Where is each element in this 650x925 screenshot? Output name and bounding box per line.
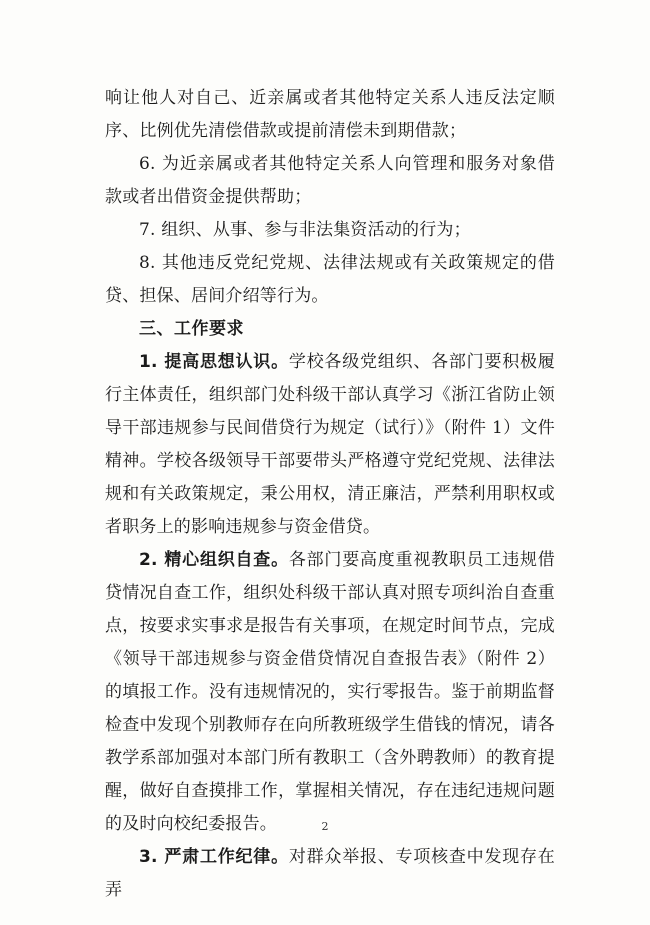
paragraph-item-6: 6. 为近亲属或者其他特定关系人向管理和服务对象借款或者出借资金提供帮助； <box>105 154 555 207</box>
document-body <box>105 82 555 907</box>
requirement-1 <box>105 346 555 544</box>
requirement-2-body: 各部门要高度重视教职员工违规借贷情况自查工作，组织处科级干部认真对照专项纠治自查重点，按要求实事求是报告有关事项，在规定时间节点，完成《领导干部违规参与资金借贷情况自查报告表》（附件 2）的填报工作。没有违规情况的，实行零报告。鉴于前期监督检查中发现个别教师存在向所教班级学生借钱的情况，请各教学系部加强对本部门所有教职工（含外聘教师）的教育提醒，做好自查摸排工作，掌握相关情况，存在违纪违规问题的及时向校纪委报告。 <box>105 550 555 834</box>
requirement-3-body: 对群众举报、专项核查中发现存在弄 <box>105 847 555 900</box>
requirement-3-lead: 3. 严肃工作纪律。 <box>139 847 289 867</box>
paragraph-continuation: 响让他人对自己、近亲属或者其他特定关系人违反法定顺序、比例优先清偿借款或提前清偿未到期借款； <box>105 88 555 141</box>
paragraph-item-7: 7. 组织、从事、参与非法集资活动的行为； <box>139 220 471 240</box>
requirement-2-lead: 2. 精心组织自查。 <box>139 550 289 570</box>
requirement-3 <box>105 841 555 907</box>
page-number: 2 <box>321 820 329 833</box>
requirement-2 <box>105 544 555 841</box>
paragraph-item-8: 8. 其他违反党纪党规、法律法规或有关政策规定的借贷、担保、居间介绍等行为。 <box>105 253 555 306</box>
section-heading: 三、工作要求 <box>139 319 244 339</box>
requirement-1-lead: 1. 提高思想认识。 <box>139 352 289 372</box>
requirement-1-body: 学校各级党组织、各部门要积极履行主体责任，组织部门处科级干部认真学习《浙江省防止领导干部违规参与民间借贷行为规定（试行）》（附件 1）文件精神。学校各级领导干部要带头严格遵守党纪党规、法律法规和有关政策规定，秉公用权，清正廉洁，严禁利用职权或者职务上的影响违规参与资金借贷。 <box>105 352 555 537</box>
